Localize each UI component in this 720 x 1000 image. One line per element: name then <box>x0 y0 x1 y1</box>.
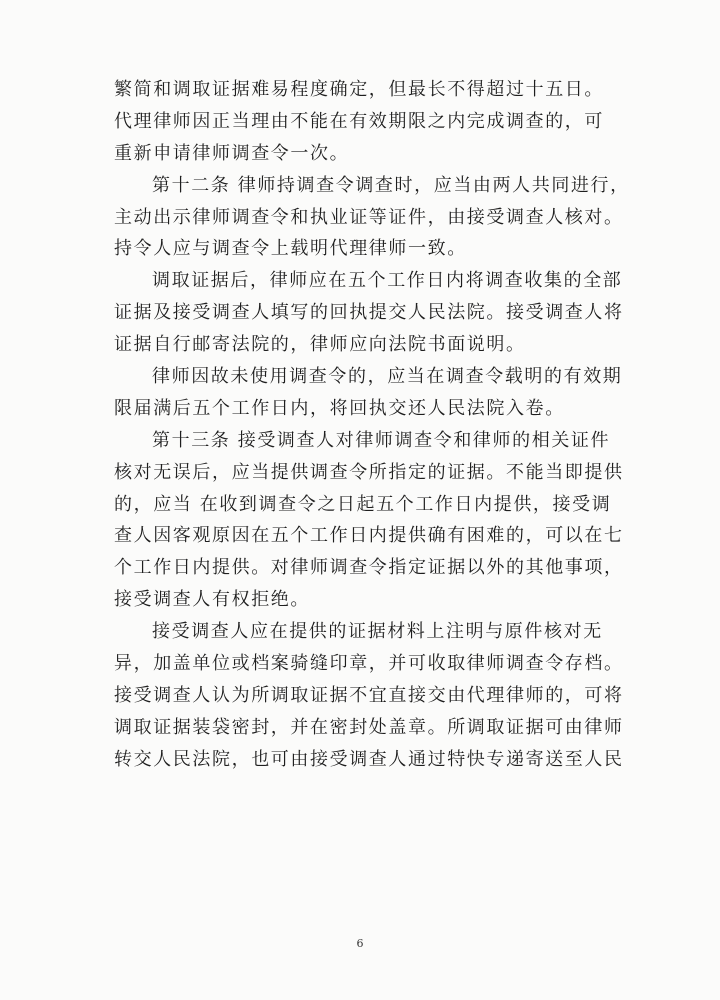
text-line: 的，应当 在收到调查令之日起五个工作日内提供，接受调 <box>114 493 612 515</box>
text-line: 异，加盖单位或档案骑缝印章，并可收取律师调查令存档。 <box>114 653 624 675</box>
text-line: 重新申请律师调查令一次。 <box>114 142 350 164</box>
text-line: 代理律师因正当理由不能在有效期限之内完成调查的，可 <box>114 110 604 132</box>
text-line: 持令人应与调查令上载明代理律师一致。 <box>114 238 467 260</box>
text-line: 调取证据装袋密封，并在密封处盖章。所调取证据可由律师 <box>114 716 624 738</box>
text-line: 查人因客观原因在五个工作日内提供确有困难的，可以在七 <box>114 525 624 547</box>
text-line: 个工作日内提供。对律师调查令指定证据以外的其他事项， <box>114 557 624 579</box>
text-line: 接受调查人认为所调取证据不宜直接交由代理律师的，可将 <box>114 684 624 706</box>
text-line: 限届满后五个工作日内，将回执交还人民法院入卷。 <box>114 397 565 419</box>
text-line: 证据自行邮寄法院的，律师应向法院书面说明。 <box>114 334 526 356</box>
text-line: 繁简和调取证据难易程度确定，但最长不得超过十五日。 <box>114 79 604 100</box>
page-number: 6 <box>356 937 364 950</box>
text-line: 证据及接受调查人填写的回执提交人民法院。接受调查人将 <box>114 302 624 324</box>
text-line: 接受调查人有权拒绝。 <box>114 589 310 611</box>
text-line: 转交人民法院，也可由接受调查人通过特快专递寄送至人民 <box>114 748 624 770</box>
body-text <box>114 74 630 776</box>
text-line: 主动出示律师调查令和执业证等证件，由接受调查人核对。 <box>114 206 624 228</box>
article-12-heading-line: 第十二条 律师持调查令调查时，应当由两人共同进行， <box>152 174 630 196</box>
article-13-heading-line: 第十三条 接受调查人对律师调查令和律师的相关证件 <box>152 429 611 451</box>
paragraph-start-line: 律师因故未使用调查令的，应当在调查令载明的有效期 <box>152 366 623 388</box>
paragraph-start-line: 调取证据后，律师应在五个工作日内将调查收集的全部 <box>152 270 623 292</box>
text-line: 核对无误后，应当提供调查令所指定的证据。不能当即提供 <box>114 461 624 483</box>
paragraph-start-line: 接受调查人应在提供的证据材料上注明与原件核对无 <box>152 621 603 643</box>
